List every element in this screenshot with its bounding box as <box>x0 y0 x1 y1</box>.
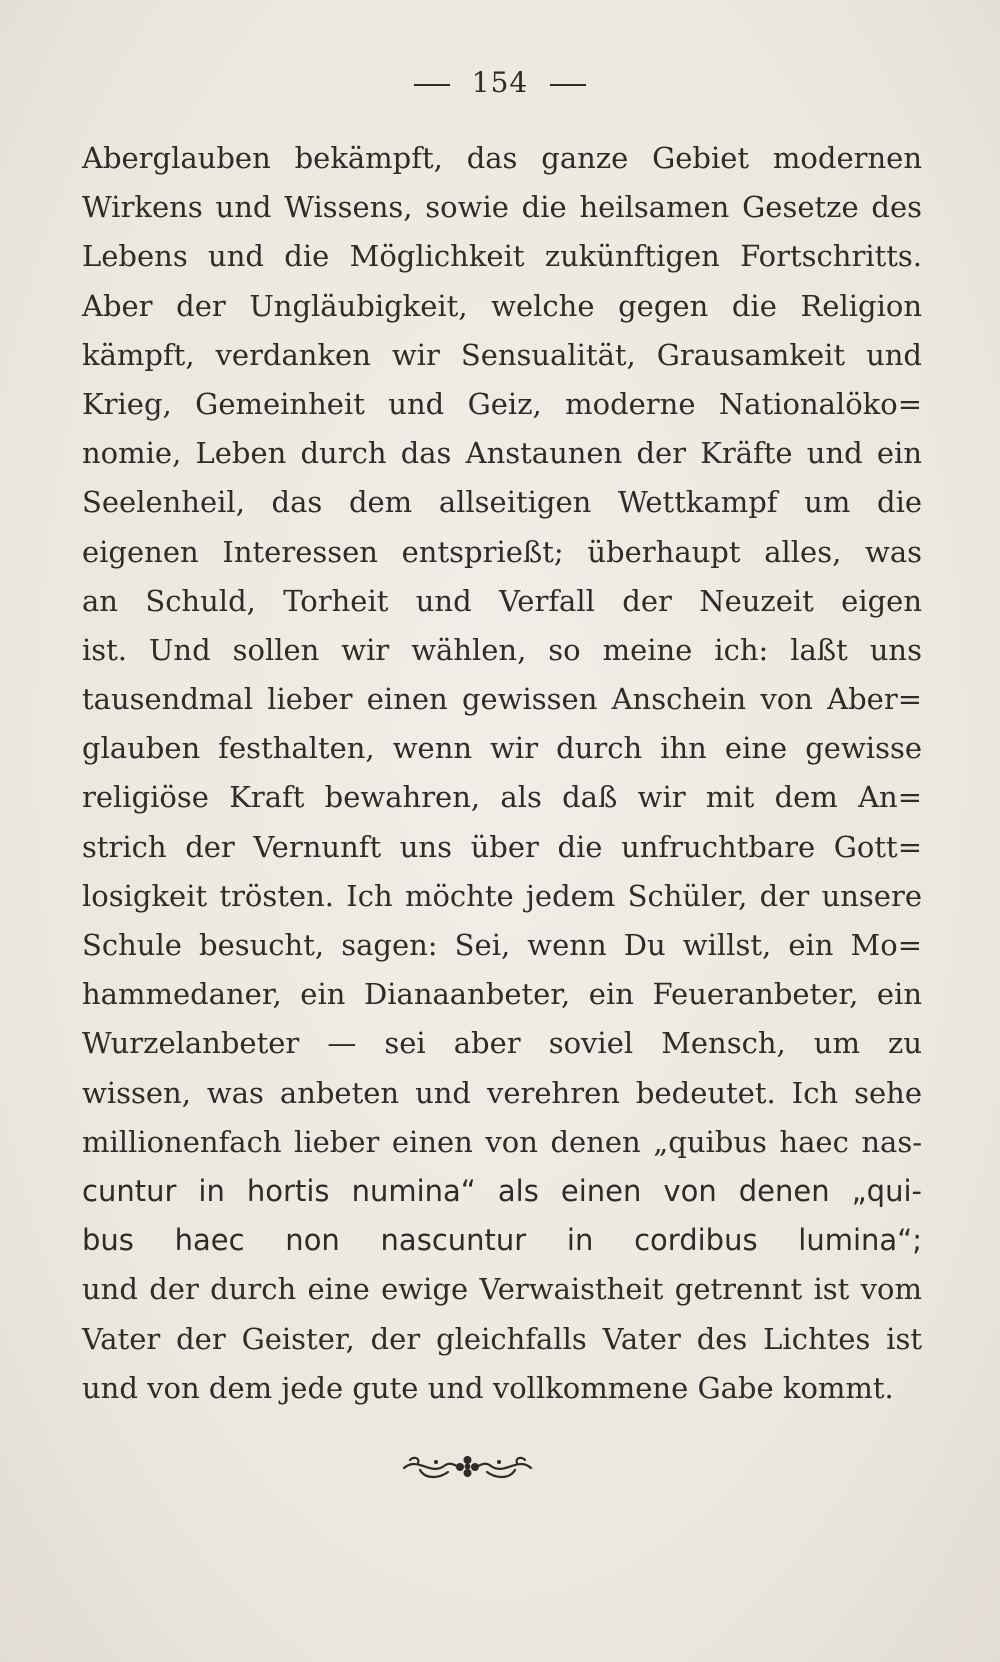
text-line: Schule besucht, sagen: Sei, wenn Du willst, ein Mo= <box>82 928 922 962</box>
left-dash <box>414 84 450 86</box>
text-line: Aber der Ungläubigkeit, welche gegen die Religion <box>82 288 922 323</box>
text-line: an Schuld, Torheit und Verfall der Neuzeit eigen <box>82 583 922 618</box>
text-line: religiöse Kraft bewahren, als daß wir mit dem An= <box>82 780 922 815</box>
text-line: cuntur in hortis numina“ als einen von denen „qui- <box>82 1173 922 1208</box>
text-line: hammedaner, ein Dianaanbeter, ein Feueranbeter, ein <box>82 977 922 1012</box>
page-number: 154 <box>471 66 529 99</box>
text-line: nomie, Leben durch das Anstaunen der Kräfte und ein <box>82 436 922 471</box>
text-line: eigenen Interessen entsprießt; überhaupt alles, was <box>82 534 922 569</box>
text-line: Wurzelanbeter — sei aber soviel Mensch, um zu <box>82 1026 922 1061</box>
text-line: und der durch eine ewige Verwaistheit getrennt ist vom <box>82 1272 922 1307</box>
text-line: Aberglauben bekämpft, das ganze Gebiet modernen <box>82 141 922 175</box>
text-line: wissen, was anbeten und verehren bedeutet. Ich sehe <box>82 1075 922 1110</box>
text-line: und von dem jede gute und vollkommene Gabe kommt. <box>82 1370 894 1405</box>
right-dash <box>550 84 586 86</box>
text-line: Lebens und die Möglichkeit zukünftigen Fortschritts. <box>82 239 922 274</box>
body-text <box>82 134 922 1413</box>
text-line: millionenfach lieber einen von denen „quibus haec nas- <box>82 1124 922 1159</box>
floral-vignette-icon <box>400 1446 535 1486</box>
text-line: ist. Und sollen wir wählen, so meine ich: laßt uns <box>82 632 922 667</box>
text-line: Vater der Geister, der gleichfalls Vater des Lichtes ist <box>82 1321 922 1356</box>
text-line: losigkeit trösten. Ich möchte jedem Schüler, der unsere <box>82 878 922 913</box>
page-number-header <box>0 66 1000 99</box>
text-line: tausendmal lieber einen gewissen Anschein von Aber= <box>82 682 922 717</box>
text-line: Wirkens und Wissens, sowie die heilsamen Gesetze des <box>82 190 922 225</box>
text-line: bus haec non nascuntur in cordibus lumina“; <box>82 1223 922 1258</box>
text-line: Krieg, Gemeinheit und Geiz, moderne Nationalöko= <box>82 386 922 421</box>
text-line: strich der Vernunft uns über die unfruchtbare Gott= <box>82 829 922 864</box>
text-line: kämpft, verdanken wir Sensualität, Grausamkeit und <box>82 337 922 372</box>
text-line: Seelenheil, das dem allseitigen Wettkampf um die <box>82 485 922 520</box>
text-line: glauben festhalten, wenn wir durch ihn eine gewisse <box>82 731 922 766</box>
